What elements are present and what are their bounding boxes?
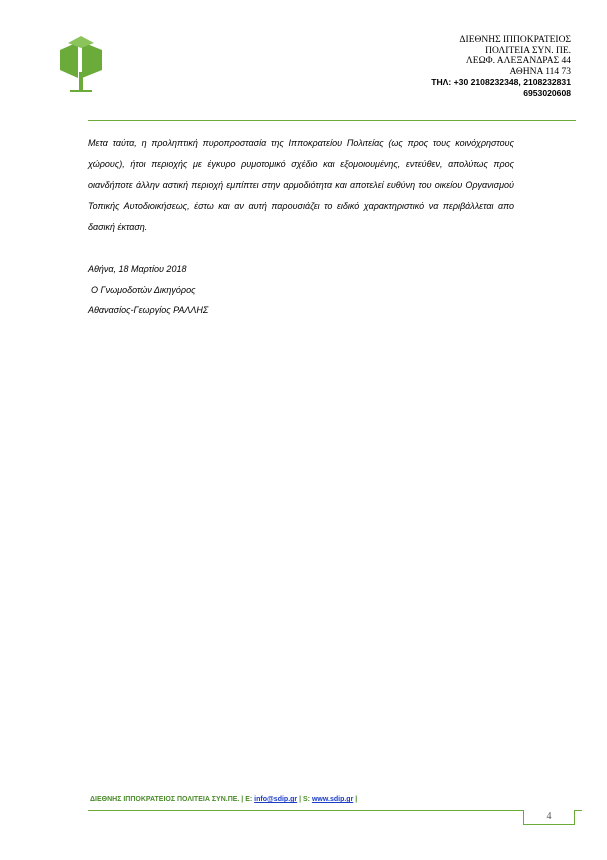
footer-separator: | [353,796,358,803]
footer-org: ΔΙΕΘΝΗΣ ΙΠΠΟΚΡΑΤΕΙΟΣ ΠΟΛΙΤΕΙΑ ΣΥΝ.ΠΕ. [90,796,240,803]
org-type: ΠΟΛΙΤΕΙΑ ΣΥΝ. ΠΕ. [485,45,571,56]
body-paragraph: Μετα ταύτα, η προληπτική πυροπροστασία της Ιπποκρατείου Πολιτείας (ως προς τους κοινόχρηστους χώρους), ήτοι περιοχής με έγκυρο ρυμοτομικό σχέδιο και εξομοιουμένης, εντεύθεν, απολύτως προς οιανδήποτε άλλην αστική περιοχή εμπίπτει στην αρμοδιότητα και αποτελεί ευθύνη του οικείου Οργανισμού Τοπικής Αυτοδιοικήσεως, έστω και αν αυτή παρουσιάζει το ειδικό χαρακτηριστικό να περιβάλλεται απο δασική έκταση. [88,138,514,232]
letterhead-address [431,35,571,99]
page-footer [90,796,357,803]
mobile-number: 6953020608 [523,87,571,98]
footer-separator: | S: [297,796,312,803]
org-name: ΔΙΕΘΝΗΣ ΙΠΠΟΚΡΑΤΕΙΟΣ [459,35,571,45]
tree-logo-icon [58,34,104,96]
footer-rule [88,810,523,811]
footer-rule-end [574,810,582,811]
street-address: ΛΕΩΦ. ΑΛΕΞΑΝΔΡΑΣ 44 [465,56,571,67]
signer-role: Ο Γνωμοδοτών Δικηγόρος [91,284,196,295]
header-rule [88,120,576,121]
footer-separator: | E: [239,796,255,803]
phone-numbers: ΤΗΛ: +30 2108232348, 2108232831 [431,77,571,88]
page-number: 4 [523,810,575,825]
footer-email-link[interactable]: info@sdip.gr [254,796,298,803]
footer-site-link[interactable]: www.sdip.gr [311,796,354,803]
place-date: Αθήνα, 18 Μαρτίου 2018 [88,264,187,274]
signer-name: Αθανασίος-Γεωργίος ΡΑΛΛΗΣ [88,305,209,315]
signature-block [88,259,208,321]
city-address: ΑΘΗΝΑ 114 73 [509,66,571,77]
